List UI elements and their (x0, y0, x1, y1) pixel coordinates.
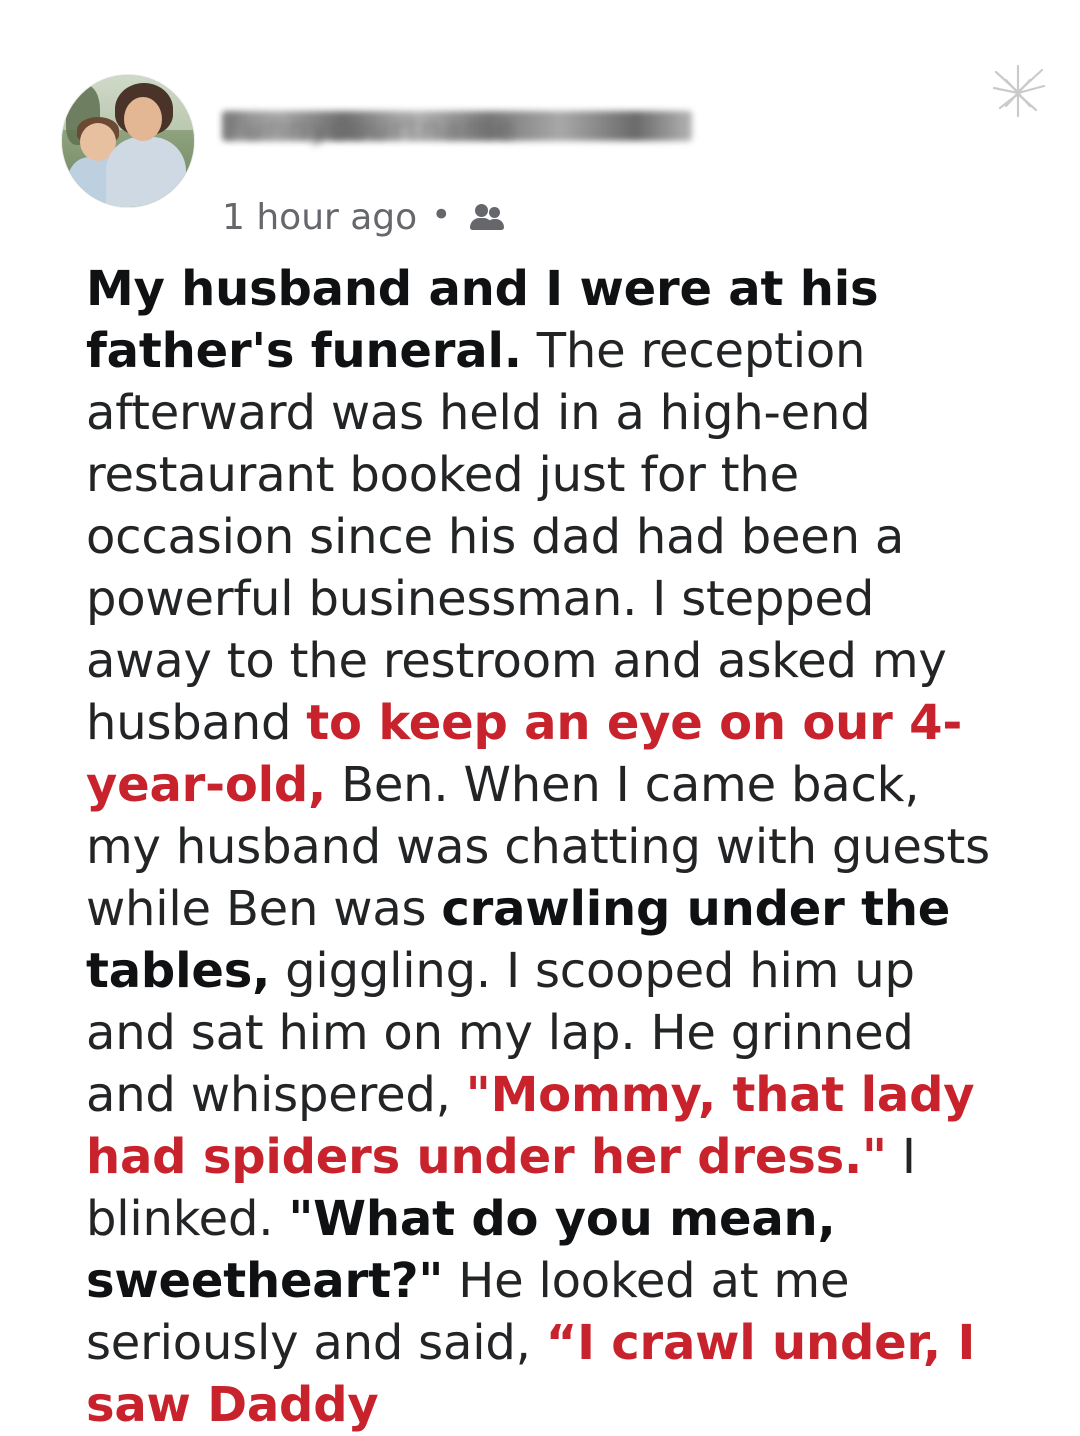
text-segment-highlight: "Mommy, that lady had spiders under her dress." (86, 1067, 975, 1185)
text-segment-highlight: to keep an eye on our 4-year-old, (86, 695, 963, 813)
text-segment-bold: crawling under the tables, (86, 881, 951, 999)
post-header (62, 75, 1022, 245)
redaction-overlay (222, 111, 692, 141)
text-segment: I blinked. (86, 1129, 916, 1247)
text-segment-highlight: “I crawl under, I saw Daddy (86, 1315, 976, 1433)
author-name-redacted[interactable] (222, 111, 692, 145)
avatar[interactable] (62, 75, 194, 207)
friends-icon-head-1 (475, 204, 488, 217)
text-segment: giggling. I scooped him up and sat him on my lap. He grinned and whispered, (86, 943, 915, 1123)
friends-icon-body-2 (486, 219, 504, 230)
friends-icon[interactable] (465, 203, 503, 233)
meta-separator: • (431, 194, 452, 235)
post-timestamp[interactable]: 1 hour ago (222, 197, 418, 238)
text-segment: Ben. When I came back, my husband was chatting with guests while Ben was (86, 757, 990, 937)
text-segment-bold: My husband and I were at his father's funeral. (86, 261, 879, 379)
avatar-woman-face (124, 97, 162, 141)
text-segment: He looked at me seriously and said, (86, 1253, 850, 1371)
text-segment-bold: "What do you mean, sweetheart?" (86, 1191, 836, 1309)
avatar-woman-body (106, 137, 186, 207)
post-body-text (86, 258, 1001, 1436)
friends-icon-head-2 (489, 207, 500, 218)
text-segment: The reception afterward was held in a high-end restaurant booked just for the occasion since his dad had been a powerful businessman. I stepped away to the restroom and asked my husband (86, 323, 947, 751)
post-meta (222, 194, 503, 238)
